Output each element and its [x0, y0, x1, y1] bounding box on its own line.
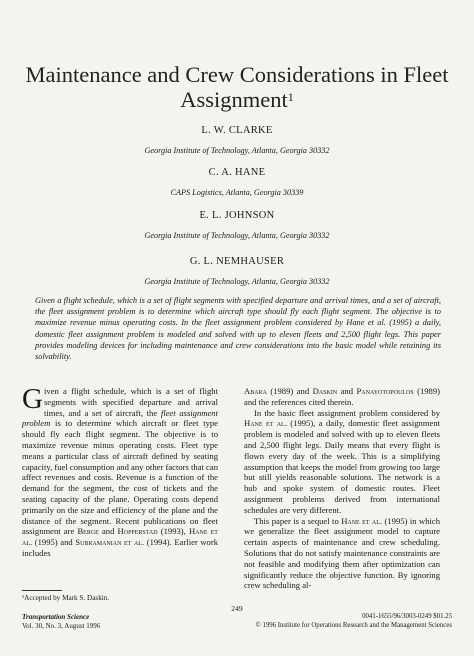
author-affiliation: Georgia Institute of Technology, Atlanta, Georgia 30332 — [144, 277, 330, 286]
journal-volume: Vol. 30, No. 3, August 1996 — [22, 621, 101, 630]
page-number: 249 — [231, 604, 243, 613]
issn-code: 0041-1655/96/3003-0249 $01.25 — [362, 613, 452, 620]
journal-info — [22, 613, 100, 630]
author-affiliation: Georgia Institute of Technology, Atlanta, Georgia 30332 — [144, 146, 330, 155]
author-name: G. L. NEMHAUSER — [189, 256, 285, 267]
footnote: ¹Accepted by Mark S. Daskin. — [22, 594, 110, 602]
copyright-line: © 1996 Institute for Operations Research and the Management Sciences — [255, 621, 452, 629]
footnote-rule — [22, 590, 62, 591]
author-name: C. A. HANE — [208, 167, 266, 178]
author-name: L. W. CLARKE — [201, 125, 273, 136]
author-affiliation: Georgia Institute of Technology, Atlanta, Georgia 30332 — [144, 231, 330, 240]
abstract: Given a flight schedule, which is a set of flight segments with specified departure and arrival times, and a set of aircraft, the fleet assignment problem is to determine which aircraft type should fly each flight segment. The objective is to maximize revenue minus operating costs. In the fleet assignment problem considered by Hane et al. (1995) a daily, domestic fleet assignment problem is modeled and solved with up to eleven fleets and 2,500 flight legs. This paper provides modeling devices for including maintenance and crew considerations into the basic model while retaining its solvability. — [35, 296, 441, 362]
drop-cap: G — [22, 383, 43, 415]
body-column-right: Abara (1989) and Daskin and Panayotopoulos (1989) and the references cited therein. In the basic fleet assignment problem considered by Hane et al. (1995), a daily, domestic fleet assignment problem is modeled and solved with up to eleven fleets and 2,500 flight legs. Daily means that every flight is flown every day of the week. This is a simplifying assumption that keeps the model from growing too large but still yields reasonable solutions. The network is a hub and spoke system of domestic routes. Fleet assignment problems derived from international schedules are very different. This paper is a sequel to Hane et al. (1995) in which we generalize the fleet assignment model to capture certain aspects of maintenance and crew scheduling. Solutions that do not satisfy maintenance constraints are not feasible and modifying them after optimization can significantly reduce the objective function. By ignoring crew scheduling al- — [244, 386, 440, 591]
title-footnote-mark: 1 — [287, 90, 294, 104]
paper-title: Maintenance and Crew Considerations in Fleet Assignment$^1$ — [25, 62, 449, 112]
body-column-left: Given a flight schedule, which is a set of flight segments with specified departure and arrival times, and a set of aircraft, the fleet assignment problem is to determine which aircraft or fleet type should fly each flight segment. The objective is to maximize revenue minus operating costs. Fleet type means a particular class of aircraft defined by seating capacity, fuel consumption and any other factors that can affect revenues and costs. Revenue is a function of the demand for the segment, the cost of tickets and the seating capacity of the plane. Operating costs depend primarily on the size and efficiency of the plane and the distance of the segment. Recent publications on fleet assignment are Berge and Hopperstad (1993), Hane et al. (1995) and Subramanian et al. (1994). Earlier work includes — [22, 383, 219, 558]
author-name: E. L. JOHNSON — [199, 210, 275, 221]
author-affiliation: CAPS Logistics, Atlanta, Georgia 30339 — [170, 188, 304, 197]
publication-codes — [256, 613, 452, 630]
journal-name: Transportation Science — [22, 613, 90, 621]
